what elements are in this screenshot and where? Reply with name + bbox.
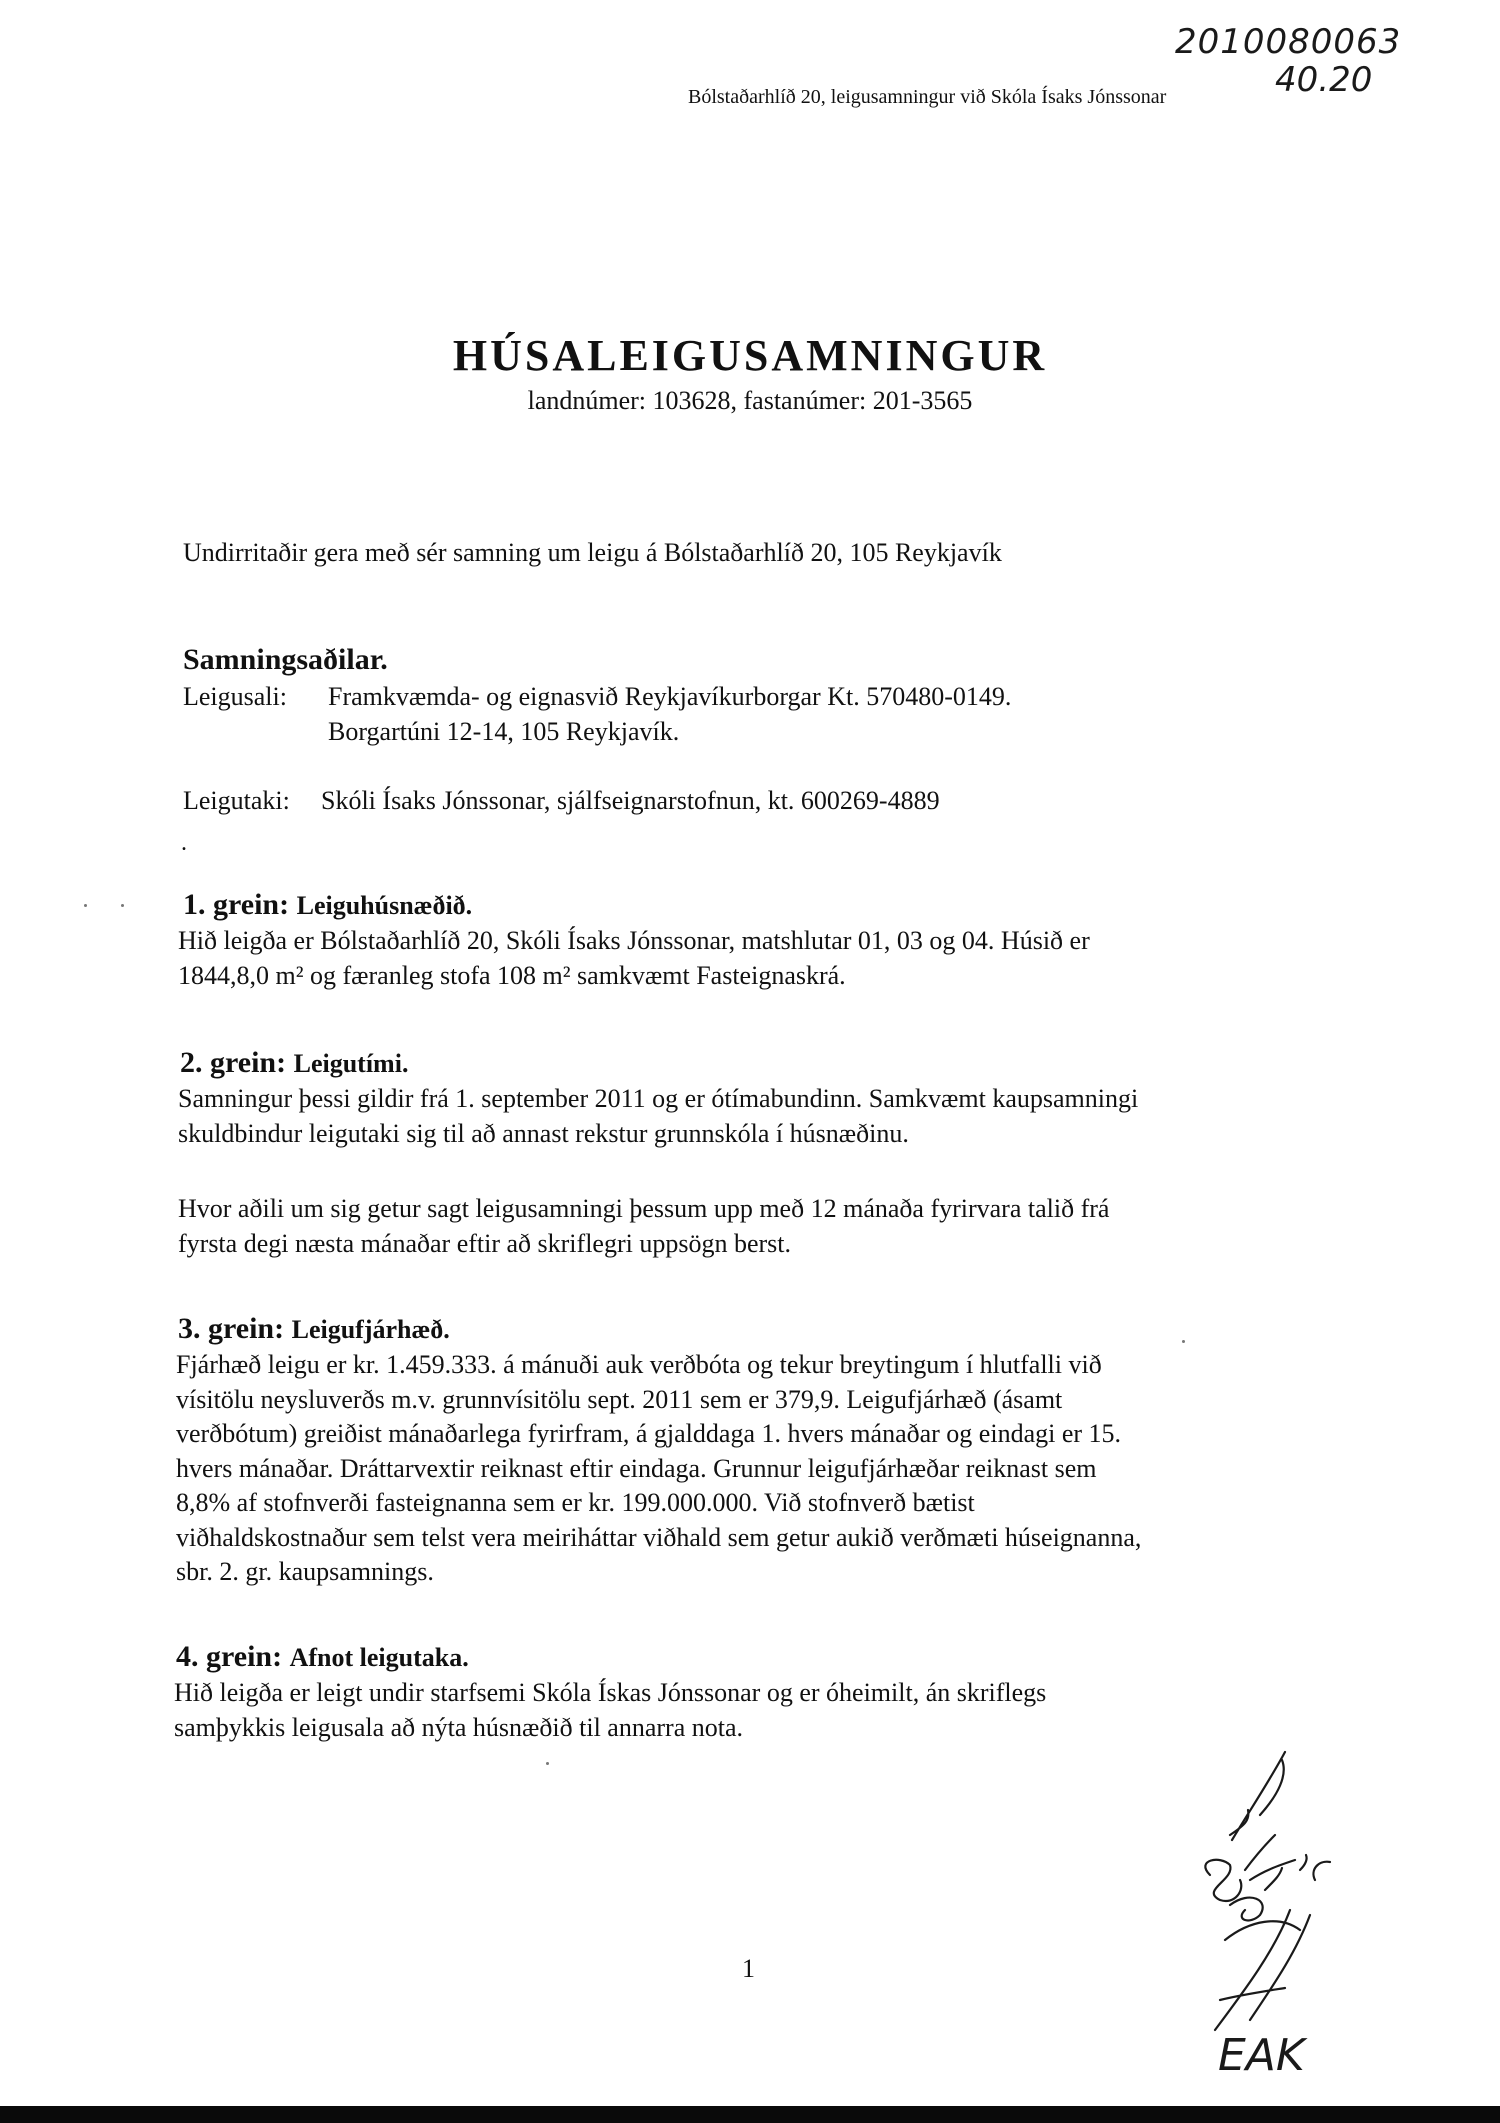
- section-3-line: vísitölu neysluverðs m.v. grunnvísitölu sept. 2011 sem er 379,9. Leigufjárhæð (ásamt: [176, 1384, 1063, 1414]
- page-number: 1: [742, 1954, 755, 1983]
- section-2-line: Hvor aðili um sig getur sagt leigusamningi þessum upp með 12 mánaða fyrirvara talið frá: [178, 1194, 1110, 1223]
- section-2-line: Samningur þessi gildir frá 1. september 2011 og er ótímabundinn. Samkvæmt kaupsamningi: [178, 1084, 1139, 1113]
- section-4-title: Afnot leigutaka.: [289, 1643, 469, 1672]
- running-header: Bólstaðarhlíð 20, leigusamningur við Skóla Ísaks Jónssonar: [688, 86, 1167, 108]
- section-2-number: 2. grein:: [180, 1046, 287, 1079]
- section-3-number: 3. grein:: [178, 1312, 285, 1345]
- section-1-number: 1. grein:: [183, 888, 290, 921]
- scan-bottom-border: [0, 2106, 1500, 2123]
- section-3-line: 8,8% af stofnverði fasteignanna sem er kr. 199.000.000. Við stofnverð bætist: [176, 1488, 975, 1517]
- section-1-title: Leiguhúsnæðið.: [296, 891, 473, 920]
- section-3-line: sbr. 2. gr. kaupsamnings.: [176, 1557, 434, 1586]
- scan-speck: [1182, 1340, 1185, 1343]
- stray-dot: .: [181, 830, 187, 856]
- document-subtitle: landnúmer: 103628, fastanúmer: 201-3565: [527, 386, 973, 415]
- lessor-label: Leigusali:: [183, 682, 287, 711]
- lessor-address: Borgartúni 12-14, 105 Reykjavík.: [328, 717, 680, 746]
- section-3-line: verðbótum) greiðist mánaðarlega fyrirfram, á gjalddaga 1. hvers mánaðar og eindagi er 15.: [176, 1419, 1122, 1448]
- intro-paragraph: Undirritaðir gera með sér samning um leigu á Bólstaðarhlíð 20, 105 Reykjavík: [183, 538, 1002, 567]
- section-4-line: Hið leigða er leigt undir starfsemi Skóla Ískas Jónssonar og er óheimilt, án skriflegs: [174, 1678, 1047, 1707]
- document-title: HÚSALEIGUSAMNINGUR: [452, 331, 1048, 380]
- lessor-name: Framkvæmda- og eignasvið Reykjavíkurborgar Kt. 570480-0149.: [328, 682, 1012, 711]
- section-2-line: skuldbindur leigutaki sig til að annast rekstur grunnskóla í húsnæðinu.: [178, 1118, 909, 1148]
- section-3-line: viðhaldskostnaður sem telst vera meiriháttar viðhald sem getur aukið verðmæti húseignanna,: [176, 1522, 1142, 1552]
- lessee-name: Skóli Ísaks Jónssonar, sjálfseignarstofnun, kt. 600269-4889: [321, 786, 940, 815]
- section-3-heading: [178, 1312, 450, 1346]
- section-3-title: Leigufjárhæð.: [291, 1315, 450, 1344]
- handwritten-reference-number: 2010080063: [1175, 22, 1402, 62]
- section-1-body: [178, 924, 1090, 993]
- initials-text: EAK: [1218, 2030, 1305, 2080]
- section-2-title: Leigutími.: [293, 1049, 409, 1078]
- section-2-notice-paragraph: [178, 1192, 1109, 1261]
- scan-speck: [121, 904, 124, 907]
- section-4-body: [174, 1676, 1046, 1745]
- lessee-label: Leigutaki:: [183, 786, 290, 815]
- section-1-heading: [183, 888, 472, 922]
- section-1-line: Hið leigða er Bólstaðarhlíð 20, Skóli Ísaks Jónssonar, matshlutar 01, 03 og 04. Húsið er: [178, 926, 1090, 955]
- section-3-line: hvers mánaðar. Dráttarvextir reiknast eftir eindaga. Grunnur leigufjárhæðar reiknast sem: [176, 1453, 1097, 1483]
- section-4-number: 4. grein:: [176, 1640, 283, 1673]
- section-2-line: fyrsta degi næsta mánaðar eftir að skriflegri uppsögn berst.: [178, 1228, 791, 1258]
- section-4-line: samþykkis leigusala að nýta húsnæðið til annarra nota.: [174, 1712, 743, 1742]
- section-3-line: Fjárhæð leigu er kr. 1.459.333. á mánuði auk verðbóta og tekur breytingum í hlutfalli við: [176, 1350, 1102, 1379]
- section-2-heading: [180, 1046, 408, 1080]
- section-2-body: [178, 1082, 1138, 1151]
- scan-speck: [84, 904, 87, 907]
- scan-speck: [546, 1762, 549, 1765]
- section-4-heading: [176, 1640, 469, 1674]
- section-3-body: [176, 1348, 1141, 1590]
- parties-heading: Samningsaðilar.: [183, 643, 388, 676]
- handwritten-file-code: 40.20: [1275, 60, 1373, 100]
- section-1-line: 1844,8,0 m² og færanleg stofa 108 m² samkvæmt Fasteignaskrá.: [178, 960, 846, 990]
- signature-initials: [1190, 1740, 1420, 2080]
